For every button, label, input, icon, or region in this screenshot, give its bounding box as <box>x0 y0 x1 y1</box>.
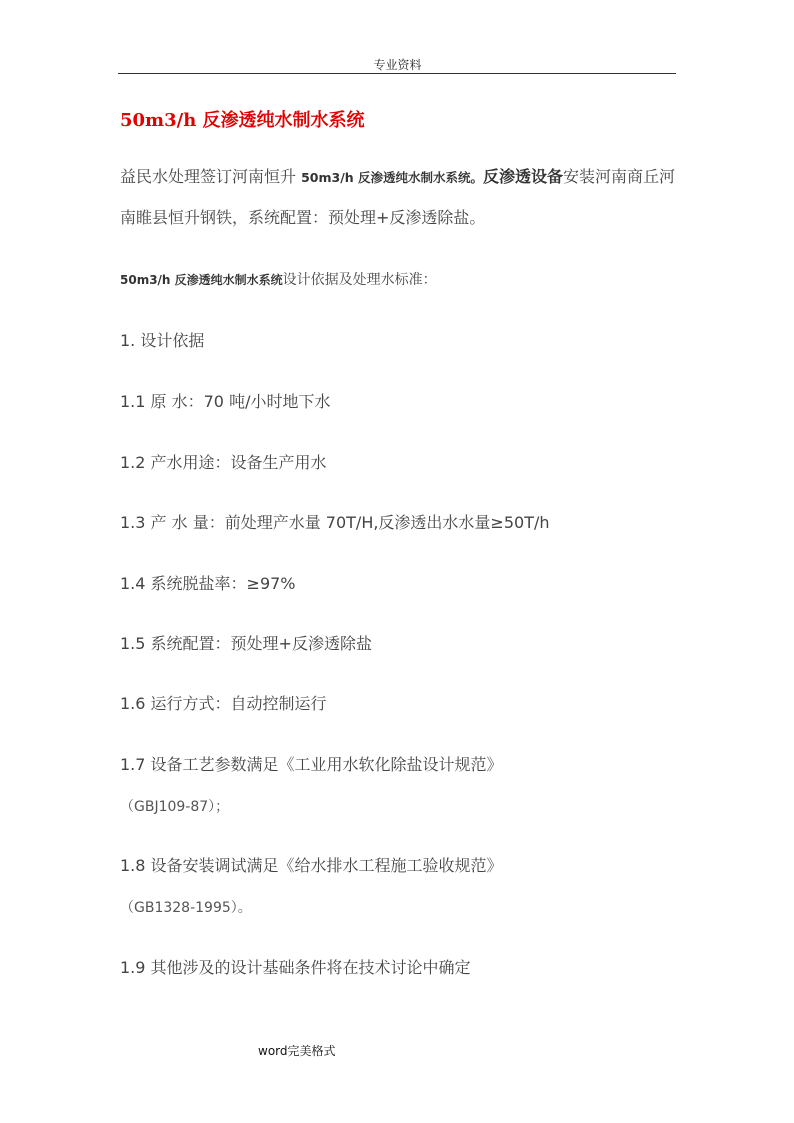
item-1-7-standard: （GBJ109-87）； <box>120 799 230 815</box>
item-1-4: 1.4 系统脱盐率：≥97% <box>120 574 296 593</box>
document-title: 50m3/h 反渗透纯水制水系统 <box>120 110 365 131</box>
item-1-2: 1.2 产水用途：设备生产用水 <box>120 453 327 472</box>
page-header: 专业资料 <box>373 58 422 72</box>
item-1-3: 1.3 产 水 量：前处理产水量 70T/H,反渗透出水水量≥50T/h <box>120 513 550 532</box>
item-1-7: 1.7 设备工艺参数满足《工业用水软化除盐设计规范》 <box>120 755 503 774</box>
item-1-8: 1.8 设备安装调试满足《给水排水工程施工验收规范》 <box>120 856 503 875</box>
intro-system-name: 50m3/h 反渗透纯水制水系统。 <box>301 170 484 185</box>
item-1-8-standard: （GB1328-1995）。 <box>120 900 252 916</box>
header-rule <box>118 73 676 74</box>
intro-text-2: 安装河南商丘河南睢县恒升钢铁，系统配置：预处理+反渗透除盐。 <box>120 167 676 227</box>
intro-paragraph <box>120 157 680 238</box>
intro-text-1: 益民水处理签订河南恒升 <box>120 167 302 186</box>
basis-heading <box>120 269 437 289</box>
item-1: 1. 设计依据 <box>120 331 205 350</box>
page-footer: word完美格式 <box>258 1044 336 1058</box>
basis-rest: 设计依据及处理水标准： <box>282 272 437 288</box>
intro-ro-equipment: 反渗透设备 <box>483 167 564 186</box>
item-1-5: 1.5 系统配置：预处理+反渗透除盐 <box>120 634 372 653</box>
item-1-9: 1.9 其他涉及的设计基础条件将在技术讨论中确定 <box>120 958 471 977</box>
item-1-1: 1.1 原 水：70 吨/小时地下水 <box>120 392 331 411</box>
basis-system-name: 50m3/h 反渗透纯水制水系统 <box>120 273 283 287</box>
item-1-6: 1.6 运行方式：自动控制运行 <box>120 694 327 713</box>
